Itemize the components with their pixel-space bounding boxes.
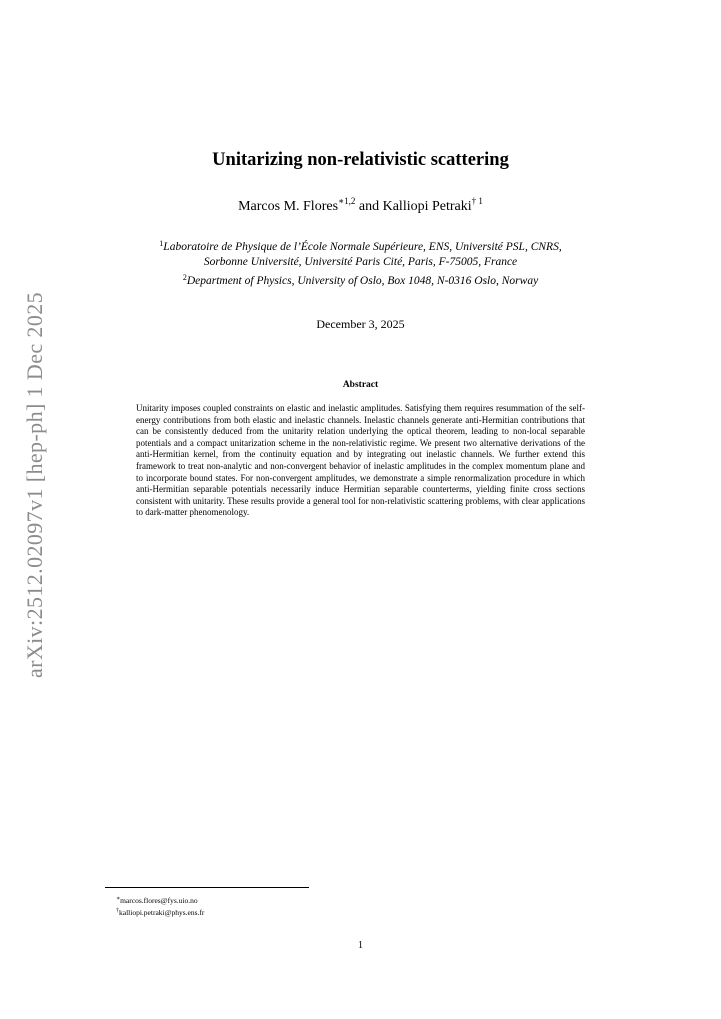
footnotes xyxy=(116,894,204,918)
author-affiliation-mark: † 1 xyxy=(471,196,483,206)
arxiv-stamp xyxy=(18,291,52,679)
affiliation-2 xyxy=(0,270,721,289)
affiliation-mark: 2 xyxy=(182,273,187,282)
footnote-mark: ∗ xyxy=(116,896,121,902)
footnote-email: kalliopi.petraki@phys.ens.fr xyxy=(119,908,205,917)
author-line xyxy=(0,196,721,215)
author-name: Marcos M. Flores xyxy=(238,199,339,214)
footnote-email: marcos.flores@fys.uio.no xyxy=(120,896,198,905)
abstract-heading: Abstract xyxy=(342,380,379,390)
author-conjunction: and xyxy=(355,199,383,214)
affiliation-1 xyxy=(0,236,721,255)
affiliation-text: Department of Physics, University of Oslo, Box 1048, N-0316 Oslo, Norway xyxy=(186,275,539,287)
footnote-mark: † xyxy=(116,908,119,914)
affiliations xyxy=(0,236,721,289)
author-name: Kalliopi Petraki xyxy=(382,199,472,214)
paper-date: December 3, 2025 xyxy=(316,317,405,331)
abstract-body: Unitarity imposes coupled constraints on elastic and inelastic amplitudes. Satisfying them requires resummation of the self-energy contributions from both elastic and inelastic channels. Inelastic channels generate anti-Hermitian contributions that can be consistently deduced from the unitarity relation underlying the optical theorem, leading to non-local separable potentials and a compact unitarization scheme in the non-relativistic regime. We present two alternative derivations of the anti-Hermitian kernel, from the continuity equation and by integrating out inelastic channels. We further extend this framework to treat non-analytic and non-convergent behavior of inelastic amplitudes in the complex momentum plane and to incorporate bound states. For non-convergent amplitudes, we demonstrate a simple renormalization procedure in which anti-Hermitian separable potentials necessarily induce Hermitian separable counterterms, yielding finite cross sections consistent with unitarity. These results provide a general tool for non-relativistic scattering problems, with clear applications to dark-matter phenomenology. xyxy=(136,403,585,518)
paper-title: Unitarizing non-relativistic scattering xyxy=(212,150,509,170)
affiliation-1-continued: Sorbonne Université, Université Paris Cité, Paris, F-75005, France xyxy=(203,256,518,268)
footnote xyxy=(116,906,204,918)
arxiv-stamp-text: arXiv:2512.02097v1 [hep-ph] 1 Dec 2025 xyxy=(22,291,48,679)
author-affiliation-mark: ∗1,2 xyxy=(338,196,356,206)
footnote-divider xyxy=(105,887,309,888)
footnote xyxy=(116,894,204,906)
affiliation-mark: 1 xyxy=(159,239,164,248)
page-number: 1 xyxy=(358,940,363,951)
affiliation-text: Laboratoire de Physique de l’École Normale Supérieure, ENS, Université PSL, CNRS, xyxy=(163,241,562,253)
